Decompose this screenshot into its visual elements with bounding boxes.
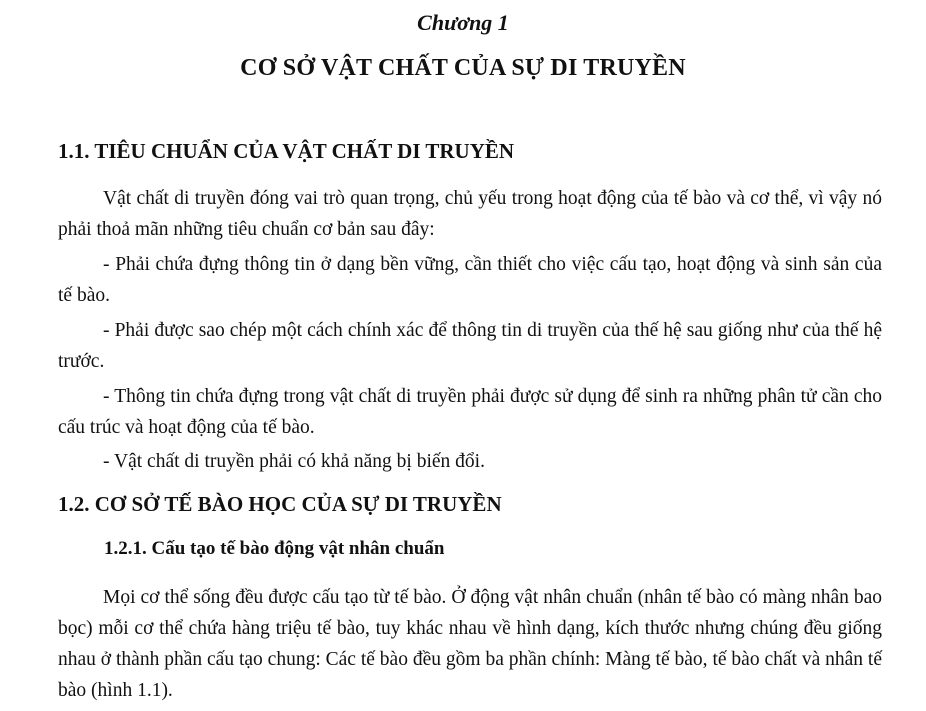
chapter-title: CƠ SỞ VẬT CHẤT CỦA SỰ DI TRUYỀN	[240, 55, 686, 81]
criterion-paragraph-1: - Phải chứa đựng thông tin ở dạng bền vững, cần thiết cho việc cấu tạo, hoạt động và sinh sản của tế bào.	[58, 254, 882, 306]
chapter-label: Chương 1	[417, 10, 509, 35]
section-1-2-heading: 1.2. CƠ SỞ TẾ BÀO HỌC CỦA SỰ DI TRUYỀN	[58, 492, 502, 516]
subsection-1-2-1-paragraph: Mọi cơ thể sống đều được cấu tạo từ tế bào. Ở động vật nhân chuẩn (nhân tế bào có màng nhân bao bọc) mỗi cơ thể chứa hàng triệu tế bào, tuy khác nhau về hình dạng, kích thước nhưng chúng đều giống nhau ở thành phần cấu tạo chung: Các tế bào đều gồm ba phần chính: Màng tế bào, tế bào chất và nhân tế bào (hình 1.1).	[58, 587, 882, 701]
section-1-1-heading: 1.1. TIÊU CHUẨN CỦA VẬT CHẤT DI TRUYỀN	[58, 139, 515, 163]
section-1-1-intro-paragraph: Vật chất di truyền đóng vai trò quan trọng, chủ yếu trong hoạt động của tế bào và cơ thể, vì vậy nó phải thoả mãn những tiêu chuẩn cơ bản sau đây:	[58, 188, 882, 240]
subsection-1-2-1-heading: 1.2.1. Cấu tạo tế bào động vật nhân chuẩn	[104, 538, 445, 559]
criterion-paragraph-4: - Vật chất di truyền phải có khả năng bị biến đổi.	[103, 451, 485, 472]
criterion-paragraph-2: - Phải được sao chép một cách chính xác để thông tin di truyền của thế hệ sau giống như của thế hệ trước.	[58, 320, 882, 372]
criterion-paragraph-3: - Thông tin chứa đựng trong vật chất di truyền phải được sử dụng để sinh ra những phân tử cần cho cấu trúc và hoạt động của tế bào.	[58, 386, 882, 438]
